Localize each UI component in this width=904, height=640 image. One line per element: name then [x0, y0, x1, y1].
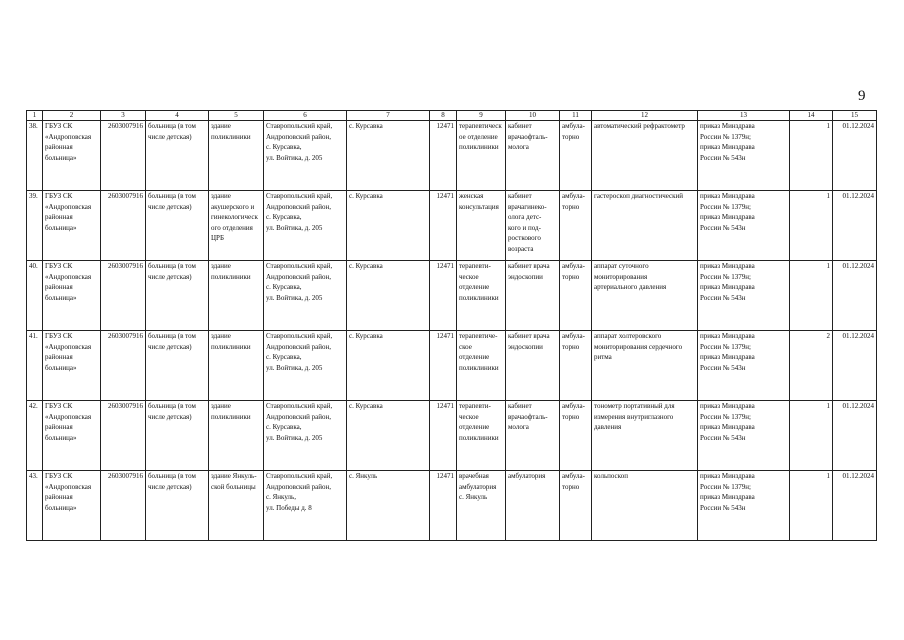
organization: ГБУЗ СК «Андроповская районная больница»	[43, 471, 101, 541]
org-type: больница (в том числе детская)	[146, 331, 209, 401]
code: 12471	[430, 471, 457, 541]
column-header: 10	[506, 111, 560, 121]
row-number: 40.	[27, 261, 43, 331]
column-header: 8	[430, 111, 457, 121]
department: терапевти- ческое отделение поликлиники	[457, 401, 506, 471]
equipment: автоматический рефрактометр	[592, 121, 698, 191]
equipment: аппарат холтеровского мониторирования сердечного ритма	[592, 331, 698, 401]
table-row	[27, 191, 877, 261]
row-number: 41.	[27, 331, 43, 401]
settlement: с. Курсавка	[347, 191, 430, 261]
quantity: 2	[790, 331, 833, 401]
address: Ставропольский край, Андроповский район, с. Курсавка, ул. Войтика, д. 205	[264, 121, 347, 191]
inn: 2603007916	[101, 471, 146, 541]
regulation: приказ Минздрава России № 1379н; приказ Минздрава России № 543н	[698, 191, 790, 261]
column-header: 9	[457, 111, 506, 121]
building: здание поликлиники	[209, 261, 264, 331]
organization: ГБУЗ СК «Андроповская районная больница»	[43, 401, 101, 471]
equipment-table	[26, 110, 877, 541]
quantity: 1	[790, 471, 833, 541]
equipment: аппарат суточного мониторирования артериального давления	[592, 261, 698, 331]
building: здание поликлиники	[209, 121, 264, 191]
org-type: больница (в том числе детская)	[146, 401, 209, 471]
department: терапевти- ческое отделение поликлиники	[457, 261, 506, 331]
quantity: 1	[790, 191, 833, 261]
table-row	[27, 331, 877, 401]
room: кабинет врачаофталь- молога	[506, 401, 560, 471]
inn: 2603007916	[101, 191, 146, 261]
column-header: 1	[27, 111, 43, 121]
table-row	[27, 471, 877, 541]
code: 12471	[430, 331, 457, 401]
column-header: 2	[43, 111, 101, 121]
regulation: приказ Минздрава России № 1379н; приказ Минздрава России № 543н	[698, 121, 790, 191]
column-header: 3	[101, 111, 146, 121]
settlement: с. Курсавка	[347, 121, 430, 191]
department: терапевтическ ое отделение поликлиники	[457, 121, 506, 191]
table-row	[27, 261, 877, 331]
quantity: 1	[790, 261, 833, 331]
row-number: 38.	[27, 121, 43, 191]
date: 01.12.2024	[833, 261, 877, 331]
building: здание акушерского и гинекологическ ого отделения ЦРБ	[209, 191, 264, 261]
regulation: приказ Минздрава России № 1379н; приказ Минздрава России № 543н	[698, 471, 790, 541]
organization: ГБУЗ СК «Андроповская районная больница»	[43, 261, 101, 331]
column-header: 5	[209, 111, 264, 121]
table-row	[27, 121, 877, 191]
column-header: 7	[347, 111, 430, 121]
code: 12471	[430, 261, 457, 331]
address: Ставропольский край, Андроповский район, с. Янкуль, ул. Победы д. 8	[264, 471, 347, 541]
care-form: амбула- торно	[560, 401, 592, 471]
column-header: 4	[146, 111, 209, 121]
org-type: больница (в том числе детская)	[146, 121, 209, 191]
code: 12471	[430, 121, 457, 191]
organization: ГБУЗ СК «Андроповская районная больница»	[43, 331, 101, 401]
inn: 2603007916	[101, 121, 146, 191]
date: 01.12.2024	[833, 471, 877, 541]
code: 12471	[430, 401, 457, 471]
equipment: тонометр портативный для измерения внутриглазного давления	[592, 401, 698, 471]
settlement: с. Курсавка	[347, 261, 430, 331]
column-header: 14	[790, 111, 833, 121]
address: Ставропольский край, Андроповский район, с. Курсавка, ул. Войтика, д. 205	[264, 331, 347, 401]
building: здание поликлиники	[209, 401, 264, 471]
page-number: 9	[858, 88, 866, 104]
inn: 2603007916	[101, 331, 146, 401]
equipment: кольпоскоп	[592, 471, 698, 541]
column-header: 6	[264, 111, 347, 121]
care-form: амбула- торно	[560, 191, 592, 261]
department: терапевтиче- ское отделение поликлиники	[457, 331, 506, 401]
column-header: 13	[698, 111, 790, 121]
department: врачебная амбулатория с. Янкуль	[457, 471, 506, 541]
organization: ГБУЗ СК «Андроповская районная больница»	[43, 191, 101, 261]
regulation: приказ Минздрава России № 1379н; приказ Минздрава России № 543н	[698, 261, 790, 331]
org-type: больница (в том числе детская)	[146, 191, 209, 261]
room: кабинет врача эндоскопии	[506, 331, 560, 401]
settlement: с. Курсавка	[347, 401, 430, 471]
regulation: приказ Минздрава России № 1379н; приказ Минздрава России № 543н	[698, 331, 790, 401]
care-form: амбула- торно	[560, 261, 592, 331]
settlement: с. Курсавка	[347, 331, 430, 401]
room: кабинет врачаофталь- молога	[506, 121, 560, 191]
care-form: амбула- торно	[560, 471, 592, 541]
column-header: 11	[560, 111, 592, 121]
building: здание Янкуль- ской больницы	[209, 471, 264, 541]
room: кабинет врачагинеко- олога детс- кого и под- росткового возраста	[506, 191, 560, 261]
room: кабинет врача эндоскопии	[506, 261, 560, 331]
date: 01.12.2024	[833, 401, 877, 471]
column-number-row	[27, 111, 877, 121]
address: Ставропольский край, Андроповский район, с. Курсавка, ул. Войтика, д. 205	[264, 401, 347, 471]
column-header: 12	[592, 111, 698, 121]
equipment: гастероскоп диагностический	[592, 191, 698, 261]
quantity: 1	[790, 121, 833, 191]
inn: 2603007916	[101, 261, 146, 331]
date: 01.12.2024	[833, 191, 877, 261]
code: 12471	[430, 191, 457, 261]
quantity: 1	[790, 401, 833, 471]
department: женская консультация	[457, 191, 506, 261]
org-type: больница (в том числе детская)	[146, 261, 209, 331]
row-number: 43.	[27, 471, 43, 541]
date: 01.12.2024	[833, 121, 877, 191]
building: здание поликлиники	[209, 331, 264, 401]
address: Ставропольский край, Андроповский район, с. Курсавка, ул. Войтика, д. 205	[264, 261, 347, 331]
care-form: амбула- торно	[560, 121, 592, 191]
regulation: приказ Минздрава России № 1379н; приказ Минздрава России № 543н	[698, 401, 790, 471]
table-row	[27, 401, 877, 471]
org-type: больница (в том числе детская)	[146, 471, 209, 541]
room: амбулатория	[506, 471, 560, 541]
organization: ГБУЗ СК «Андроповская районная больница»	[43, 121, 101, 191]
care-form: амбула- торно	[560, 331, 592, 401]
row-number: 42.	[27, 401, 43, 471]
inn: 2603007916	[101, 401, 146, 471]
address: Ставропольский край, Андроповский район, с. Курсавка, ул. Войтика, д. 205	[264, 191, 347, 261]
settlement: с. Янкуль	[347, 471, 430, 541]
row-number: 39.	[27, 191, 43, 261]
column-header: 15	[833, 111, 877, 121]
date: 01.12.2024	[833, 331, 877, 401]
